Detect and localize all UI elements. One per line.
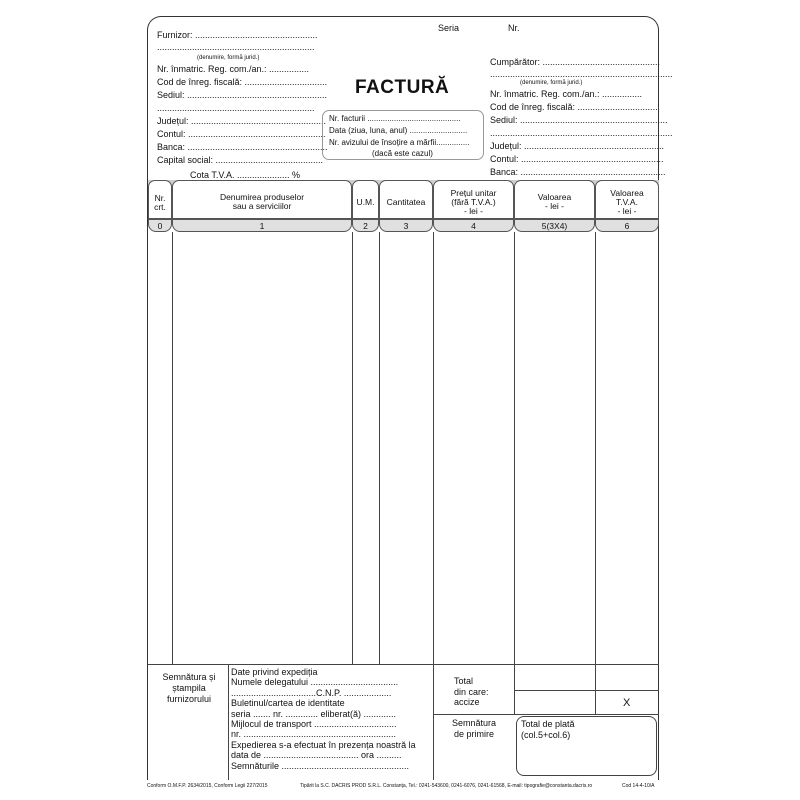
total-de-plata-label: Total de plată (col.5+col.6) bbox=[521, 719, 575, 740]
cumparator-line2[interactable]: ......................................................................... bbox=[490, 69, 673, 79]
cota-tva-field[interactable]: Cota T.V.A. ..................... % bbox=[190, 170, 301, 180]
col-header-valoarea: Valoarea - lei - bbox=[514, 180, 595, 219]
semnatura-primire-label: Semnătura de primire bbox=[451, 718, 497, 739]
seria-label: Seria bbox=[438, 23, 460, 33]
footer-line bbox=[514, 690, 659, 691]
furnizor-contul[interactable]: Contul: ....................................................... bbox=[157, 129, 326, 139]
footer-top-line bbox=[148, 664, 659, 665]
expeditie-details[interactable]: Date privind expediția Numele delegatului ................................... ..................................C.N.P. ................... Buletinul/cartea de identitate seria ....... nr. ............. eliberat(ă) ............. Mijlocul de transport ................................. nr. ............................................................. Expedierea s-a efectuat în prezența noastră la data de ...................................... ora .......... Semnăturile ................................................... bbox=[231, 667, 416, 771]
cumparator-cod-fiscal[interactable]: Cod de înreg. fiscală: ................................ bbox=[490, 102, 658, 112]
aviz-note: (dacă este cazul) bbox=[372, 149, 433, 158]
furnizor-field[interactable]: Furnizor: ................................................. bbox=[157, 30, 318, 40]
cumparator-banca[interactable]: Banca: .......................................................... bbox=[490, 167, 666, 177]
col-header-pret-unitar: Prețul unitar (fără T.V.A.) - lei - bbox=[433, 180, 514, 219]
furnizor-capital-social[interactable]: Capital social: ........................................... bbox=[157, 155, 324, 165]
semnatura-furnizor-label: Semnătura și ștampila furnizorului bbox=[162, 672, 216, 704]
invoice-title: FACTURĂ bbox=[355, 77, 450, 98]
furnizor-judetul[interactable]: Județul: ...................................................... bbox=[157, 116, 327, 126]
col-number-2: 2 bbox=[352, 219, 379, 232]
col-number-4: 4 bbox=[433, 219, 514, 232]
accize-x-mark: X bbox=[623, 697, 631, 709]
footer-divider bbox=[595, 664, 596, 714]
cumparator-reg-com[interactable]: Nr. înmatric. Reg. com./an.: ................ bbox=[490, 89, 643, 99]
furnizor-banca[interactable]: Banca: ........................................................ bbox=[157, 142, 328, 152]
cumparator-sediul[interactable]: Sediul: ........................................................... bbox=[490, 115, 668, 125]
furnizor-sediul-line2[interactable]: ............................................................... bbox=[157, 103, 315, 113]
table-body-area[interactable] bbox=[148, 232, 659, 664]
col-number-6: 6 bbox=[595, 219, 659, 232]
footer-divider bbox=[228, 664, 229, 780]
nr-label: Nr. bbox=[508, 23, 520, 33]
furnizor-reg-com[interactable]: Nr. înmatric. Reg. com./an.: ................ bbox=[157, 64, 310, 74]
total-label: Total din care: accize bbox=[454, 676, 489, 707]
footer-divider bbox=[514, 664, 515, 714]
cumparator-note: (denumire, formă jurid.) bbox=[520, 80, 583, 86]
col-number-5: 5(3X4) bbox=[514, 219, 595, 232]
printer-info: Tipărit la S.C. DACRIS PROD S.R.L. Constanța, Tel.: 0241-543600, 0241-6076, 0241-61568, E-mail: tipografie@constanta.dacris.ro bbox=[300, 783, 593, 789]
form-code: Cod 14-4-10/A bbox=[622, 783, 655, 789]
col-header-valoarea-tva: Valoarea T.V.A. - lei - bbox=[595, 180, 659, 219]
total-valoare-field[interactable] bbox=[516, 666, 594, 689]
footer-line bbox=[433, 714, 659, 715]
footer-divider bbox=[433, 664, 434, 780]
furnizor-note: (denumire, formă jurid.) bbox=[197, 55, 260, 61]
total-tva-field[interactable] bbox=[597, 666, 658, 689]
furnizor-stamp-area[interactable] bbox=[150, 705, 226, 775]
accize-valoare-field[interactable] bbox=[516, 692, 594, 713]
col-number-3: 3 bbox=[379, 219, 433, 232]
nr-facturii-field[interactable]: Nr. facturii .......................................... bbox=[329, 114, 461, 123]
furnizor-line2[interactable]: ............................................................... bbox=[157, 42, 315, 52]
furnizor-cod-fiscal[interactable]: Cod de înreg. fiscală: ................................. bbox=[157, 77, 328, 87]
col-header-nr-crt: Nr. crt. bbox=[148, 180, 172, 219]
col-header-denumirea: Denumirea produselor sau a serviciilor bbox=[172, 180, 352, 219]
col-number-1: 1 bbox=[172, 219, 352, 232]
cumparator-judetul[interactable]: Județul: ........................................................ bbox=[490, 141, 665, 151]
aviz-field[interactable]: Nr. avizului de însoțire a mărfii............... bbox=[329, 138, 470, 147]
cumparator-sediul-line2[interactable]: ......................................................................... bbox=[490, 128, 673, 138]
semnatura-primire-area[interactable] bbox=[436, 742, 512, 778]
cumparator-contul[interactable]: Contul: ......................................................... bbox=[490, 154, 664, 164]
legal-note: Conform O.M.F.P. 2634/2015, Conform Legii 227/2015 bbox=[147, 783, 268, 789]
data-field[interactable]: Data (ziua, luna, anul) .......................... bbox=[329, 126, 468, 135]
col-number-0: 0 bbox=[148, 219, 172, 232]
col-header-um: U.M. bbox=[352, 180, 379, 219]
col-header-cantitatea: Cantitatea bbox=[379, 180, 433, 219]
cumparator-field[interactable]: Cumpărător: ............................................... bbox=[490, 57, 661, 67]
furnizor-sediul[interactable]: Sediul: ........................................................ bbox=[157, 90, 328, 100]
